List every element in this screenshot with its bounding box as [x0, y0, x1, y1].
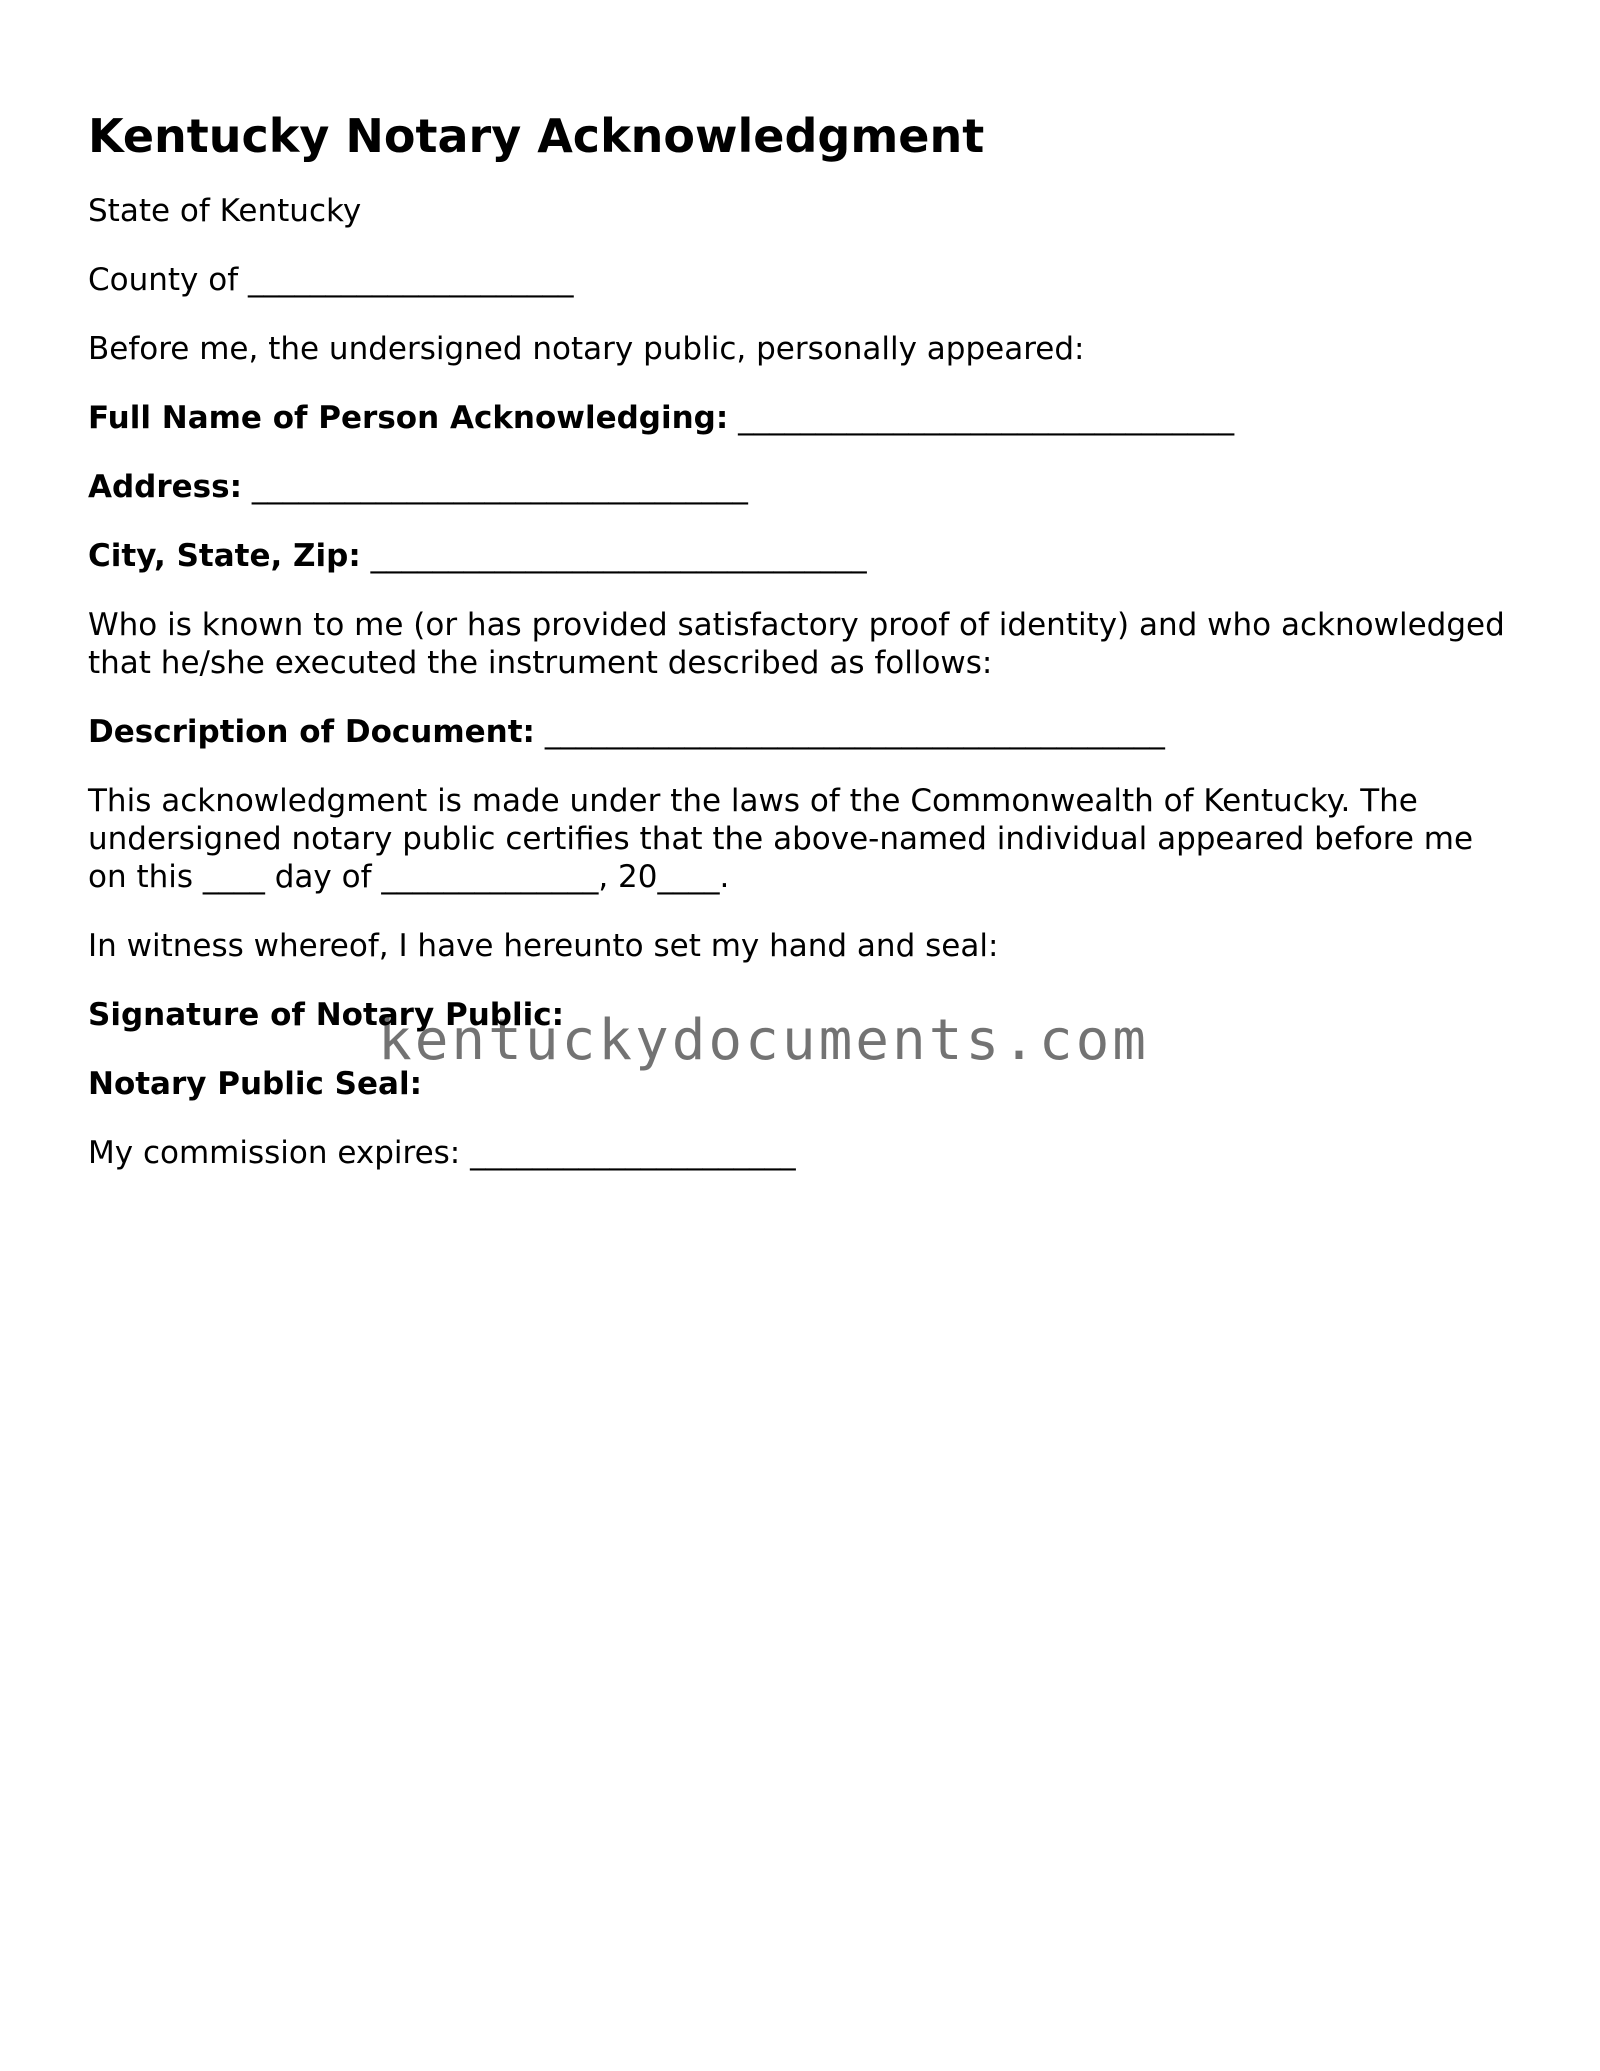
address-label: Address: — [88, 469, 242, 505]
description-label: Description of Document: — [88, 714, 535, 750]
seal-label: Notary Public Seal: — [88, 1066, 422, 1102]
watermark: kentuckydocuments.com — [378, 1008, 1150, 1073]
county-line: County of _____________________ — [88, 262, 574, 298]
city-state-zip-label: City, State, Zip: — [88, 538, 361, 574]
address-blank: ________________________________ — [251, 469, 748, 505]
city-state-zip-blank: ________________________________ — [370, 538, 867, 574]
document-title: Kentucky Notary Acknowledgment — [88, 109, 985, 163]
full-name-label: Full Name of Person Acknowledging: — [88, 400, 729, 436]
intro-text: Before me, the undersigned notary public, personally appeared: — [88, 331, 1085, 367]
full-name-blank: ________________________________ — [738, 400, 1235, 436]
description-field — [88, 713, 1528, 751]
known-to-me-text: Who is known to me (or has provided satisfactory proof of identity) and who acknowledged that he/she executed the instrument described as follows: — [88, 607, 1505, 681]
full-name-field — [88, 399, 1528, 437]
commission-expires: My commission expires: _____________________ — [88, 1135, 796, 1171]
signature-label: Signature of Notary Public: — [88, 997, 564, 1033]
document-page — [88, 108, 1528, 1203]
witness-text: In witness whereof, I have hereunto set my hand and seal: — [88, 928, 999, 964]
state-line: State of Kentucky — [88, 193, 362, 229]
address-field — [88, 468, 1528, 506]
city-state-zip-field — [88, 537, 1528, 575]
law-text: This acknowledgment is made under the laws of the Commonwealth of Kentucky. The undersigned notary public certifies that the above-named individual appeared before me on this ____ day of ______________, 20____. — [88, 783, 1474, 895]
description-blank: ________________________________________ — [544, 714, 1165, 750]
